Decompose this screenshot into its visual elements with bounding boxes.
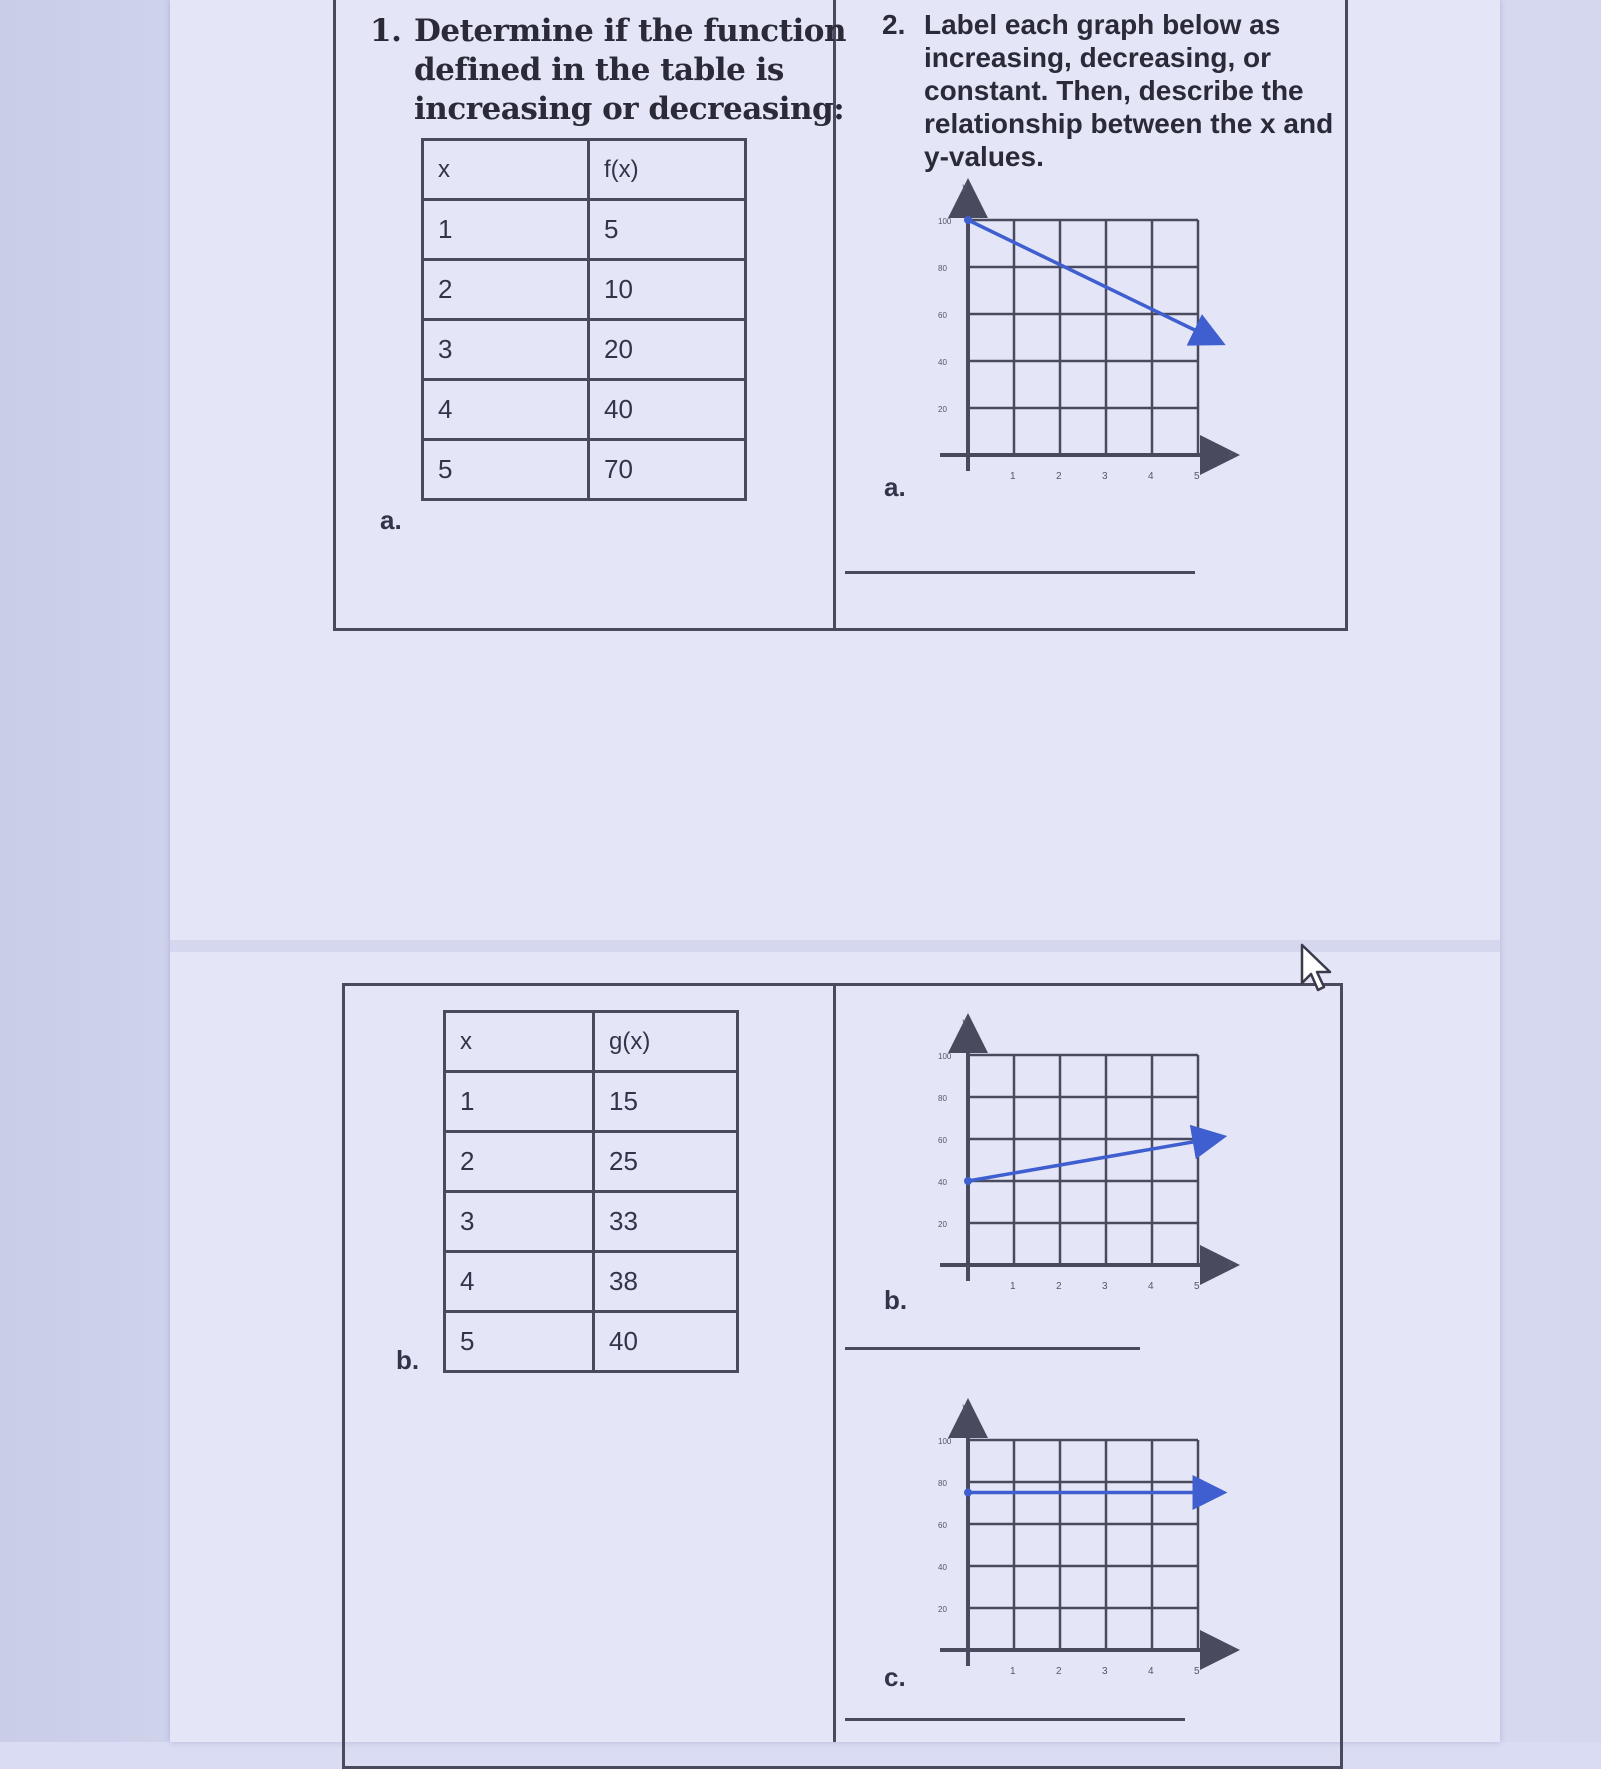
table-cell: 70 bbox=[589, 440, 746, 500]
graph-a-answer-line[interactable] bbox=[845, 571, 1195, 574]
y-tick-label: 60 bbox=[938, 1521, 947, 1530]
x-tick-label: 2 bbox=[1056, 1281, 1062, 1292]
y-tick-label: 80 bbox=[938, 264, 947, 273]
x-tick-label: 3 bbox=[1102, 1281, 1108, 1292]
x-tick-label: 4 bbox=[1148, 471, 1154, 482]
table-cell: 3 bbox=[423, 320, 589, 380]
y-tick-label: 40 bbox=[938, 1178, 947, 1187]
graph-c-answer-line[interactable] bbox=[845, 1718, 1185, 1721]
y-tick-label: 80 bbox=[938, 1479, 947, 1488]
table-header-gx: g(x) bbox=[594, 1012, 738, 1072]
x-tick-label: 5 bbox=[1194, 1281, 1200, 1292]
table-cell: 33 bbox=[594, 1192, 738, 1252]
y-tick-label: 20 bbox=[938, 405, 947, 414]
y-axis-label: y bbox=[962, 1017, 967, 1028]
table-row bbox=[445, 1312, 738, 1372]
x-tick-label: 1 bbox=[1010, 1666, 1016, 1677]
table-cell: 38 bbox=[594, 1252, 738, 1312]
question-1-number: 1. bbox=[370, 13, 402, 49]
table-cell: 15 bbox=[594, 1072, 738, 1132]
graph-line bbox=[968, 220, 1210, 338]
table-cell: 4 bbox=[423, 380, 589, 440]
table-row bbox=[445, 1012, 738, 1072]
y-tick-label: 60 bbox=[938, 1136, 947, 1145]
graph-start-point bbox=[964, 1177, 972, 1185]
x-tick-label: 5 bbox=[1194, 1666, 1200, 1677]
table-row bbox=[423, 260, 746, 320]
question-1-title bbox=[370, 12, 846, 129]
table-cell: 4 bbox=[445, 1252, 594, 1312]
table-row bbox=[445, 1132, 738, 1192]
y-tick-label: 100 bbox=[938, 1052, 952, 1061]
table-cell: 5 bbox=[423, 440, 589, 500]
table-cell: 1 bbox=[445, 1072, 594, 1132]
table-cell: 5 bbox=[589, 200, 746, 260]
x-tick-label: 2 bbox=[1056, 471, 1062, 482]
question-2-number: 2. bbox=[882, 9, 906, 40]
x-tick-label: 5 bbox=[1194, 471, 1200, 482]
table-row bbox=[423, 200, 746, 260]
x-axis-label: x bbox=[1228, 1644, 1233, 1655]
y-axis-label: y bbox=[962, 1402, 967, 1413]
y-tick-label: 100 bbox=[938, 1437, 952, 1446]
graph-c-label: c. bbox=[884, 1662, 906, 1692]
graph-line bbox=[968, 1139, 1210, 1181]
y-axis-label: y bbox=[962, 182, 967, 193]
table-g bbox=[443, 1010, 739, 1373]
table-cell: 25 bbox=[594, 1132, 738, 1192]
x-tick-label: 3 bbox=[1102, 1666, 1108, 1677]
y-tick-label: 80 bbox=[938, 1094, 947, 1103]
y-tick-label: 20 bbox=[938, 1605, 947, 1614]
table-row bbox=[423, 440, 746, 500]
table-header-x: x bbox=[445, 1012, 594, 1072]
x-axis-label: x bbox=[1228, 1259, 1233, 1270]
table-cell: 40 bbox=[589, 380, 746, 440]
question-2-line2: increasing, decreasing, or bbox=[924, 42, 1272, 73]
mouse-cursor-icon bbox=[1300, 943, 1336, 993]
bottom-panel-divider bbox=[833, 986, 836, 1742]
part-b-label-q1: b. bbox=[396, 1345, 420, 1375]
question-2-line3: constant. Then, describe the bbox=[924, 75, 1304, 106]
graph-a bbox=[930, 180, 1233, 495]
table-row bbox=[423, 320, 746, 380]
table-cell: 1 bbox=[423, 200, 589, 260]
table-cell: 2 bbox=[445, 1132, 594, 1192]
y-tick-label: 100 bbox=[938, 217, 952, 226]
table-row bbox=[423, 140, 746, 200]
table-cell: 2 bbox=[423, 260, 589, 320]
question-1-line2: defined in the table is bbox=[414, 52, 784, 88]
table-cell: 40 bbox=[594, 1312, 738, 1372]
x-tick-label: 3 bbox=[1102, 471, 1108, 482]
x-tick-label: 1 bbox=[1010, 1281, 1016, 1292]
question-2-line1: Label each graph below as bbox=[924, 9, 1281, 40]
graph-b-label: b. bbox=[884, 1285, 908, 1315]
question-1-line1: Determine if the function bbox=[414, 13, 846, 49]
table-row bbox=[423, 380, 746, 440]
question-2-title bbox=[882, 8, 1333, 173]
table-cell: 20 bbox=[589, 320, 746, 380]
y-tick-label: 20 bbox=[938, 1220, 947, 1229]
x-tick-label: 4 bbox=[1148, 1666, 1154, 1677]
graph-start-point bbox=[964, 1489, 972, 1497]
graph-b bbox=[930, 1015, 1233, 1305]
graph-c bbox=[930, 1400, 1233, 1690]
x-tick-label: 1 bbox=[1010, 471, 1016, 482]
table-row bbox=[445, 1192, 738, 1252]
question-2-line5: y-values. bbox=[924, 141, 1044, 172]
part-a-label-q1: a. bbox=[380, 505, 402, 535]
x-axis-label: x bbox=[1228, 449, 1233, 460]
question-1-line3: increasing or decreasing: bbox=[414, 91, 845, 127]
table-f bbox=[421, 138, 747, 501]
table-cell: 5 bbox=[445, 1312, 594, 1372]
table-row bbox=[445, 1252, 738, 1312]
y-tick-label: 40 bbox=[938, 1563, 947, 1572]
graph-start-point bbox=[964, 216, 972, 224]
table-cell: 3 bbox=[445, 1192, 594, 1252]
graph-b-answer-line[interactable] bbox=[845, 1347, 1140, 1350]
table-cell: 10 bbox=[589, 260, 746, 320]
x-tick-label: 2 bbox=[1056, 1666, 1062, 1677]
y-tick-label: 60 bbox=[938, 311, 947, 320]
table-row bbox=[445, 1072, 738, 1132]
table-header-x: x bbox=[423, 140, 589, 200]
question-2-line4: relationship between the x and bbox=[924, 108, 1334, 139]
y-tick-label: 40 bbox=[938, 358, 947, 367]
table-header-fx: f(x) bbox=[589, 140, 746, 200]
x-tick-label: 4 bbox=[1148, 1281, 1154, 1292]
graph-a-label: a. bbox=[884, 472, 906, 502]
